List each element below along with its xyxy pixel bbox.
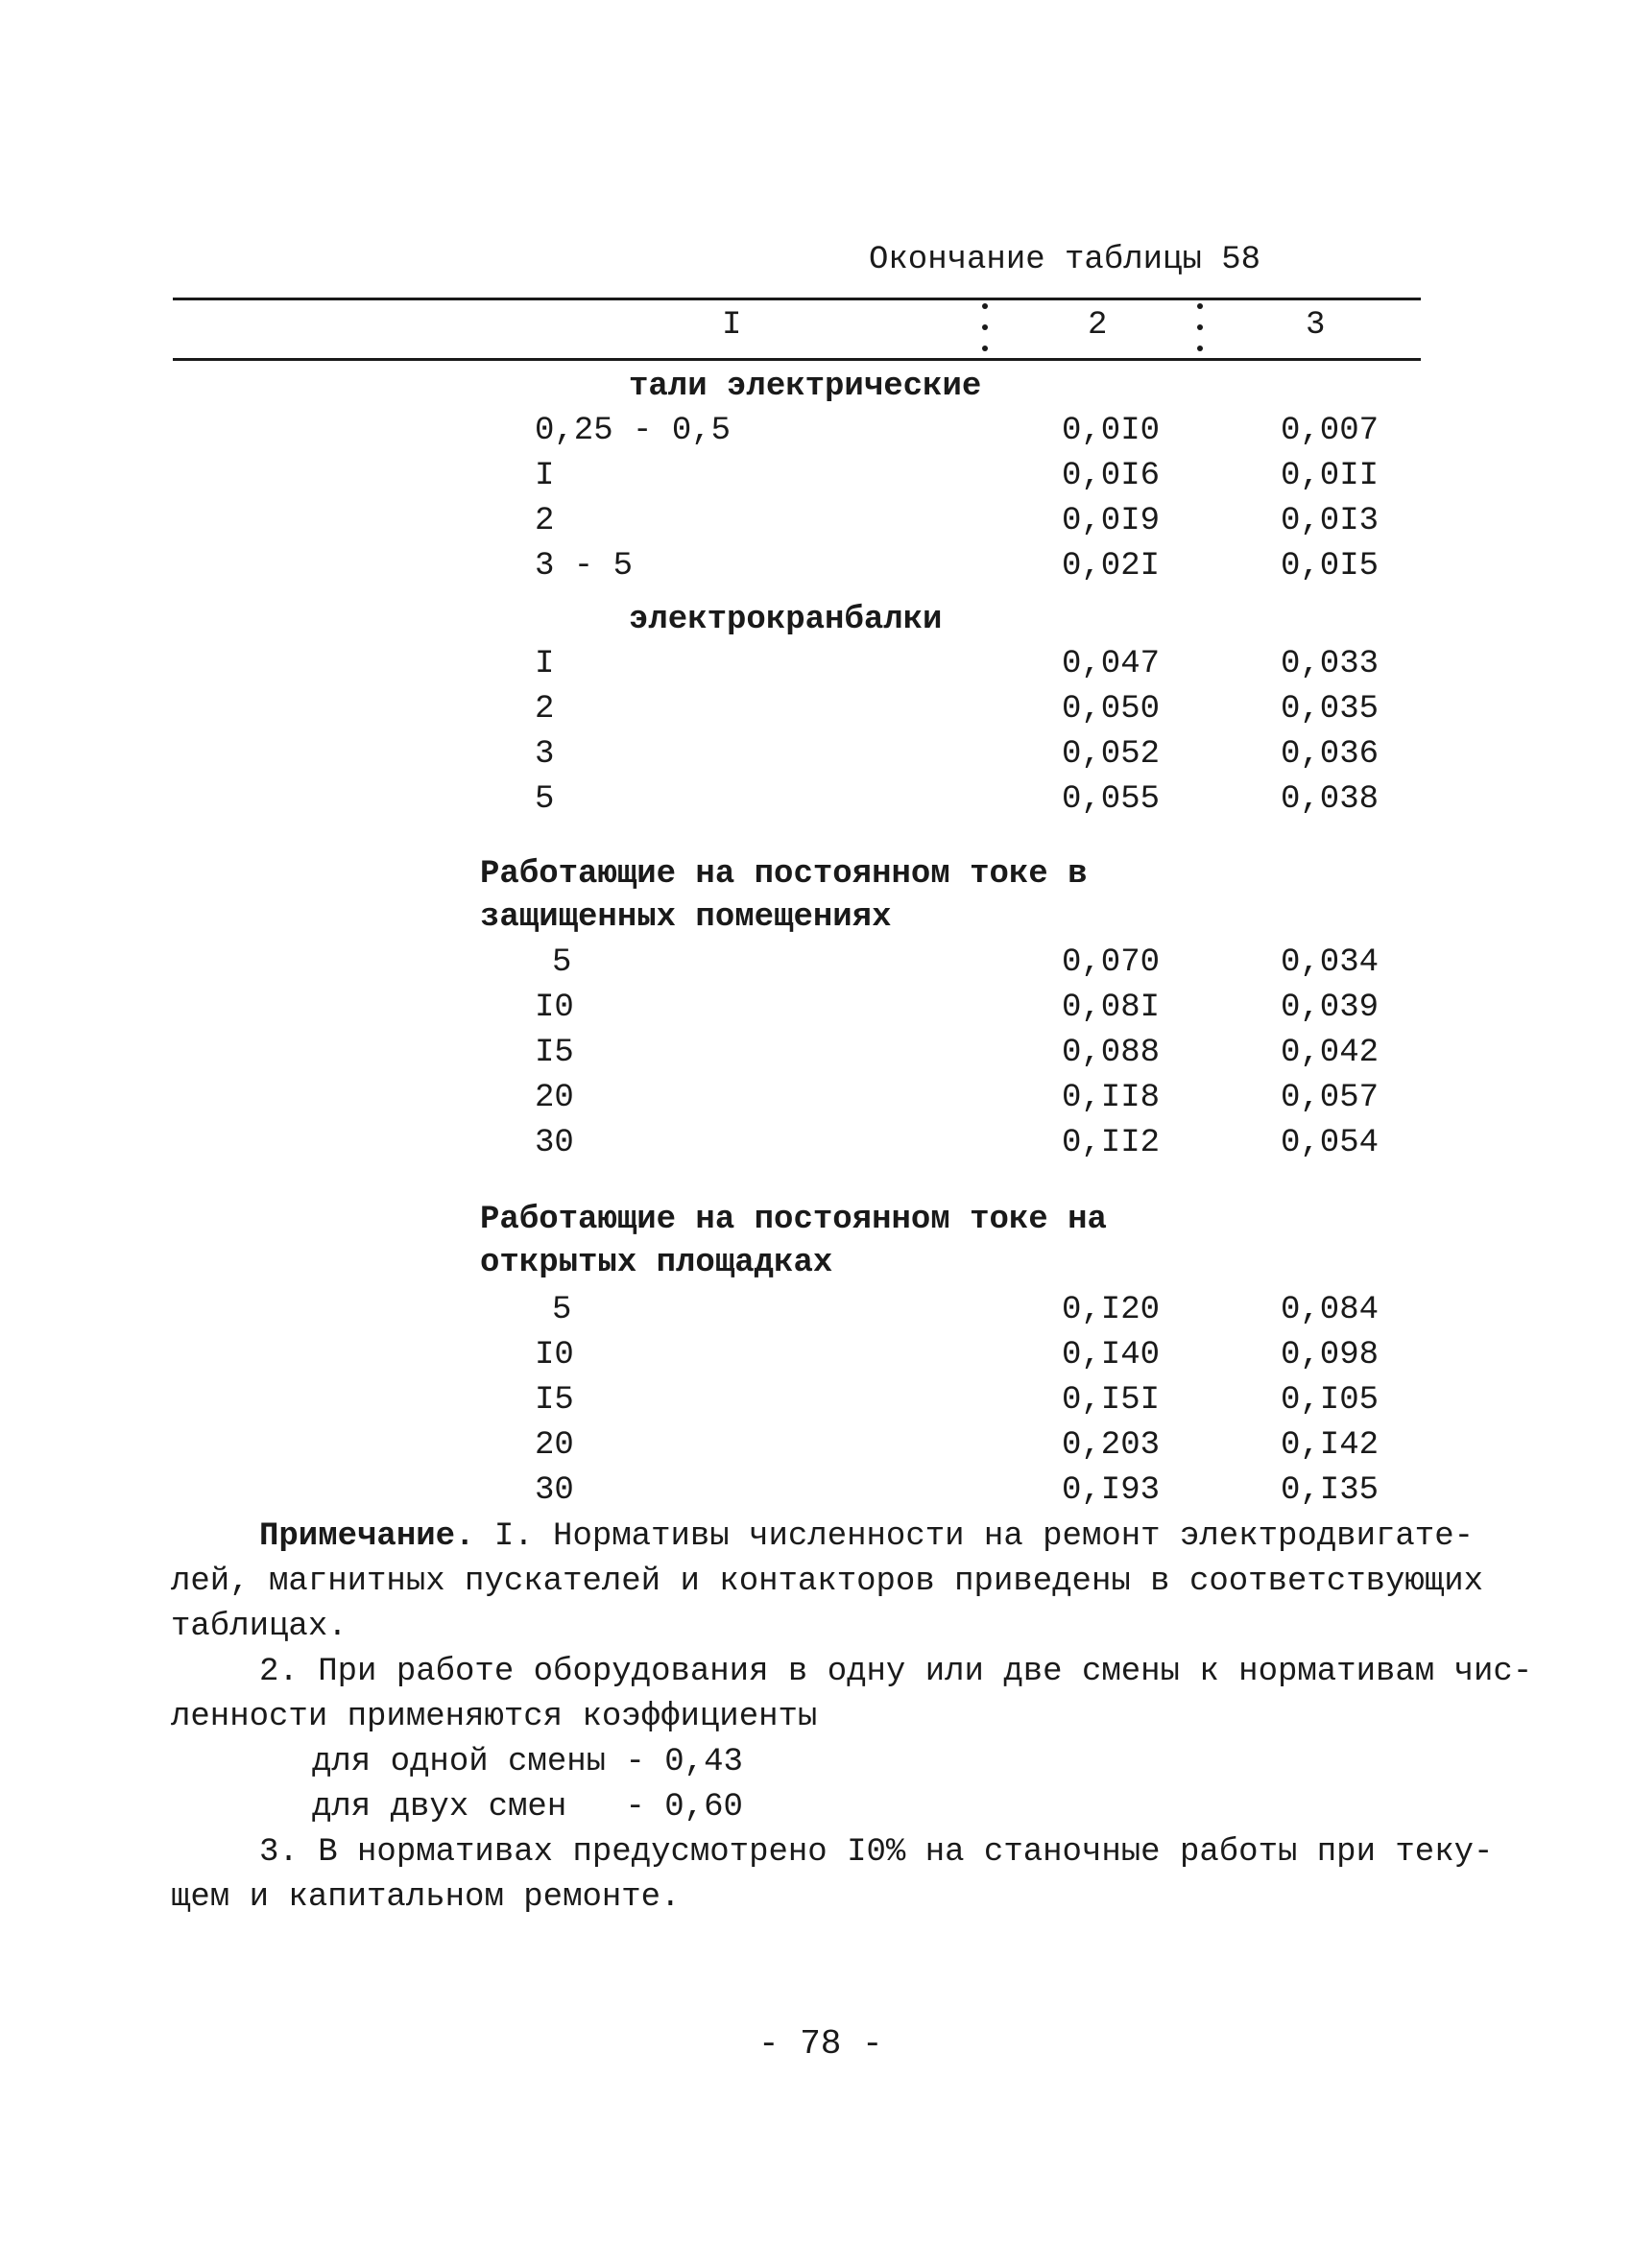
row-value-col2: 0,II8 bbox=[1062, 1080, 1161, 1116]
row-label: 0,25 - 0,5 bbox=[535, 413, 732, 449]
note-2-coef-one-shift: для одной смены - 0,43 bbox=[312, 1744, 743, 1780]
row-value-col3: 0,054 bbox=[1281, 1125, 1380, 1161]
section-title-line1: Работающие на постоянном токе в bbox=[480, 856, 1088, 893]
row-value-col3: 0,084 bbox=[1281, 1292, 1380, 1328]
row-value-col2: 0,II2 bbox=[1062, 1125, 1161, 1161]
header-separator-1 bbox=[981, 301, 989, 355]
header-col-3: 3 bbox=[1306, 307, 1326, 344]
header-separator-2 bbox=[1196, 301, 1204, 355]
row-label: I bbox=[535, 458, 555, 494]
row-value-col3: 0,0I3 bbox=[1281, 503, 1380, 539]
section-title-line2: защищенных помещениях bbox=[480, 899, 892, 936]
row-value-col2: 0,052 bbox=[1062, 736, 1161, 773]
row-value-col2: 0,0I6 bbox=[1062, 458, 1161, 494]
row-label: I5 bbox=[535, 1035, 574, 1071]
row-label: 20 bbox=[535, 1427, 574, 1464]
row-value-col3: 0,038 bbox=[1281, 781, 1380, 818]
row-label: 3 bbox=[535, 736, 555, 773]
row-label: 3 - 5 bbox=[535, 548, 634, 585]
row-value-col2: 0,0I0 bbox=[1062, 413, 1161, 449]
note-prefix: Примечание. bbox=[259, 1518, 475, 1555]
row-value-col2: 0,047 bbox=[1062, 646, 1161, 682]
row-value-col2: 0,02I bbox=[1062, 548, 1161, 585]
page-number: - 78 - bbox=[758, 2024, 883, 2064]
row-label: 30 bbox=[535, 1125, 574, 1161]
section-title: электрокранбалки bbox=[629, 602, 943, 638]
section-title: тали электрические bbox=[629, 369, 982, 405]
table-caption: Окончание таблицы 58 bbox=[869, 242, 1261, 278]
note-2-line-1: 2. При работе оборудования в одну или две смены к нормативам чис- bbox=[259, 1654, 1533, 1690]
row-label: 2 bbox=[535, 503, 555, 539]
row-label: 5 bbox=[552, 944, 572, 981]
row-value-col3: 0,098 bbox=[1281, 1337, 1380, 1373]
row-value-col3: 0,0I5 bbox=[1281, 548, 1380, 585]
table-top-rule bbox=[173, 298, 1421, 300]
row-value-col3: 0,042 bbox=[1281, 1035, 1380, 1071]
row-value-col2: 0,070 bbox=[1062, 944, 1161, 981]
note-2-line-2: ленности применяются коэффициенты bbox=[171, 1699, 818, 1735]
row-value-col2: 0,050 bbox=[1062, 691, 1161, 728]
row-value-col3: 0,I35 bbox=[1281, 1472, 1380, 1509]
row-value-col2: 0,055 bbox=[1062, 781, 1161, 818]
row-value-col3: 0,039 bbox=[1281, 990, 1380, 1026]
row-value-col3: 0,034 bbox=[1281, 944, 1380, 981]
row-value-col3: 0,057 bbox=[1281, 1080, 1380, 1116]
table-header-rule bbox=[173, 358, 1421, 361]
row-label: 5 bbox=[552, 1292, 572, 1328]
row-value-col3: 0,007 bbox=[1281, 413, 1380, 449]
note-3-line-2: щем и капитальном ремонте. bbox=[171, 1879, 681, 1916]
row-label: I bbox=[535, 646, 555, 682]
row-value-col3: 0,036 bbox=[1281, 736, 1380, 773]
note-1-line-1 bbox=[259, 1516, 1474, 1557]
row-value-col2: 0,0I9 bbox=[1062, 503, 1161, 539]
row-value-col2: 0,I20 bbox=[1062, 1292, 1161, 1328]
row-label: 30 bbox=[535, 1472, 574, 1509]
note-1-line-2: лей, магнитных пускателей и контакторов приведены в соответствующих bbox=[171, 1564, 1484, 1600]
row-value-col2: 0,I5I bbox=[1062, 1382, 1161, 1419]
row-value-col3: 0,033 bbox=[1281, 646, 1380, 682]
row-label: I0 bbox=[535, 1337, 574, 1373]
row-label: 5 bbox=[535, 781, 555, 818]
row-label: I0 bbox=[535, 990, 574, 1026]
row-value-col2: 0,203 bbox=[1062, 1427, 1161, 1464]
note-2-coef-two-shifts: для двух смен - 0,60 bbox=[312, 1789, 743, 1826]
header-col-1: I bbox=[722, 307, 742, 344]
row-value-col3: 0,0II bbox=[1281, 458, 1380, 494]
row-label: I5 bbox=[535, 1382, 574, 1419]
row-label: 20 bbox=[535, 1080, 574, 1116]
section-title-line1: Работающие на постоянном токе на bbox=[480, 1202, 1107, 1238]
note-1-text: I. Нормативы численности на ремонт электродвигате- bbox=[493, 1518, 1475, 1555]
header-col-2: 2 bbox=[1088, 307, 1108, 344]
note-3-line-1: 3. В нормативах предусмотрено I0% на станочные работы при теку- bbox=[259, 1834, 1494, 1871]
row-value-col3: 0,I05 bbox=[1281, 1382, 1380, 1419]
row-value-col2: 0,I40 bbox=[1062, 1337, 1161, 1373]
row-value-col2: 0,I93 bbox=[1062, 1472, 1161, 1509]
section-title-line2: открытых площадках bbox=[480, 1245, 833, 1281]
row-value-col3: 0,035 bbox=[1281, 691, 1380, 728]
row-value-col3: 0,I42 bbox=[1281, 1427, 1380, 1464]
row-label: 2 bbox=[535, 691, 555, 728]
row-value-col2: 0,088 bbox=[1062, 1035, 1161, 1071]
row-value-col2: 0,08I bbox=[1062, 990, 1161, 1026]
note-1-line-3: таблицах. bbox=[171, 1609, 348, 1645]
